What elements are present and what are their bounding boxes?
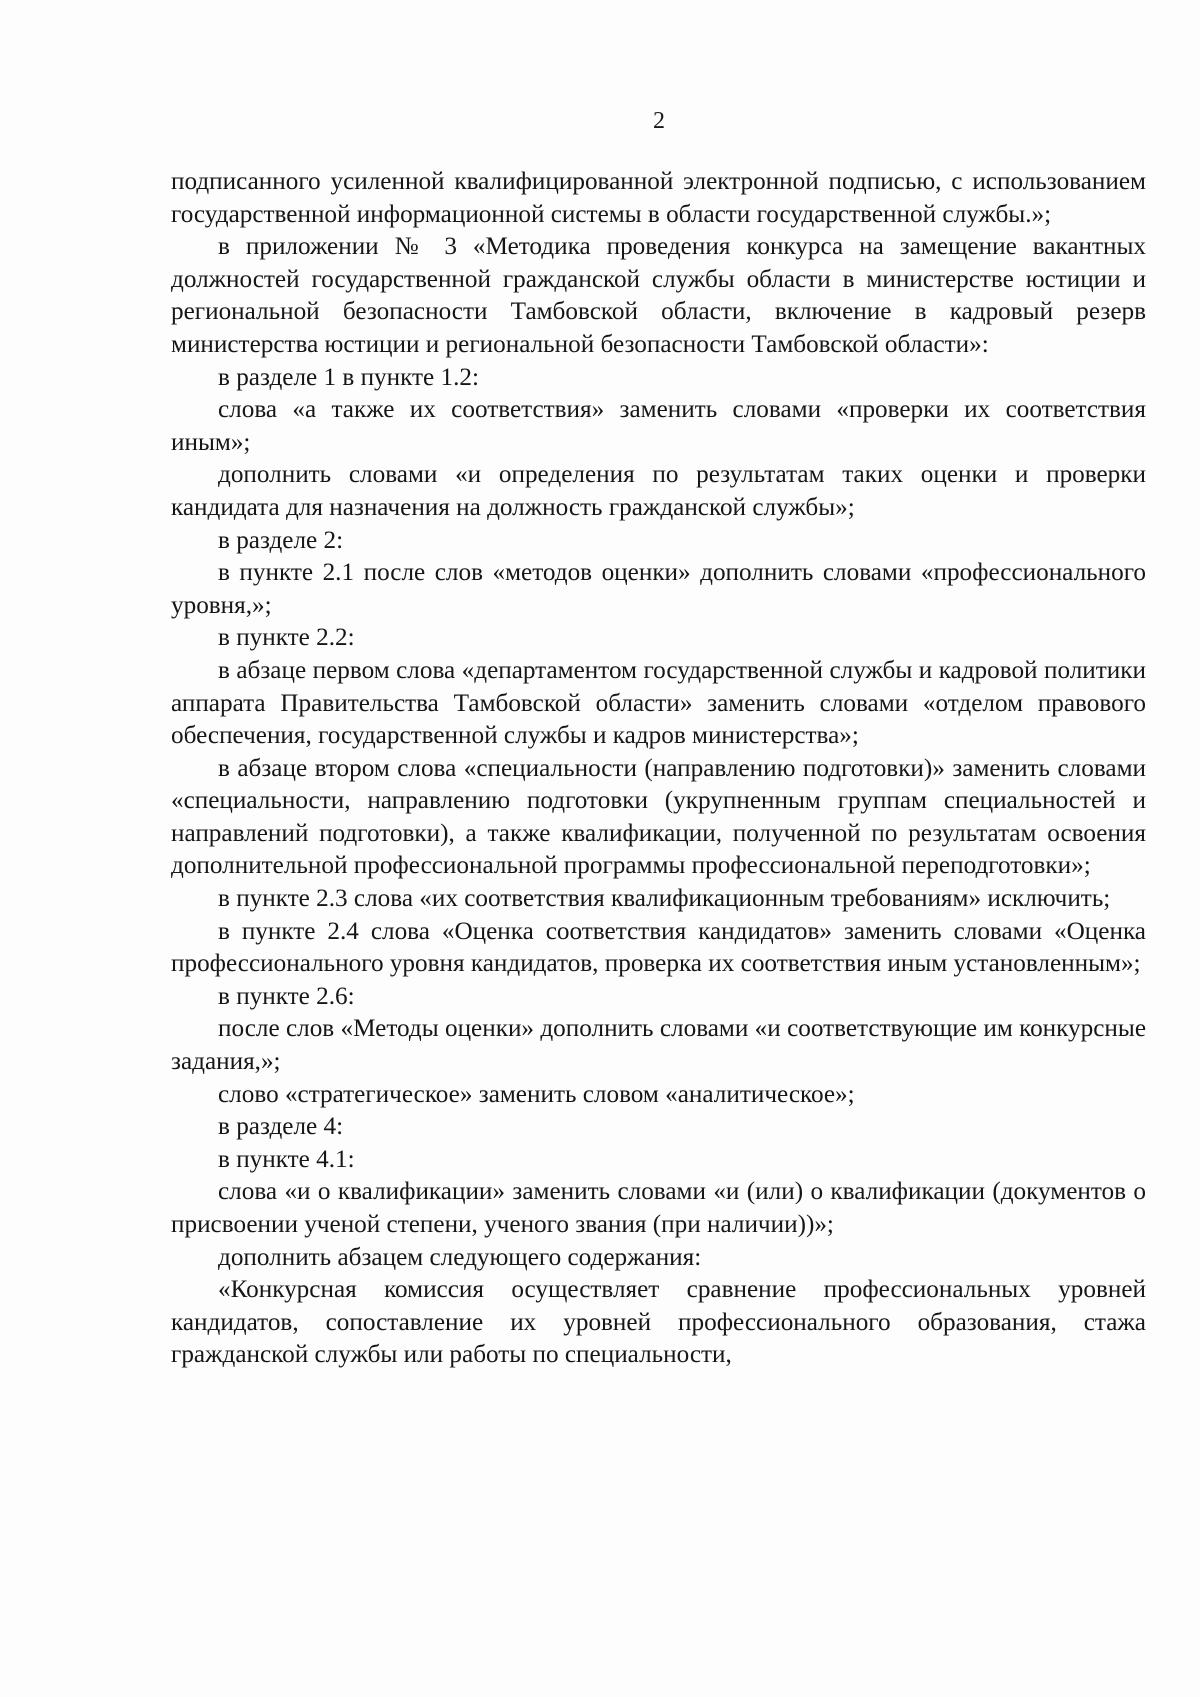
paragraph: в абзаце первом слова «департаментом государственной службы и кадровой политики аппарата Правительства Тамбовской области» заменить словами «отделом правового обеспечения, государственной службы и кадров министерства»;	[171, 656, 1146, 750]
paragraph: после слов «Методы оценки» дополнить словами «и соответствующие им конкурсные задания,»;	[171, 1015, 1146, 1076]
paragraph: в пункте 2.6:	[218, 982, 355, 1010]
paragraph: «Конкурсная комиссия осуществляет сравнение профессиональных уровней кандидатов, сопоставление их уровней профессионального образования, стажа гражданской службы или работы по специальности,	[171, 1276, 1146, 1369]
paragraph: в разделе 4:	[218, 1113, 344, 1141]
paragraph: в пункте 4.1:	[218, 1145, 355, 1173]
paragraph: в пункте 2.2:	[218, 624, 355, 652]
paragraph: слово «стратегическое» заменить словом «аналитическое»;	[218, 1080, 855, 1108]
paragraph: в пункте 2.3 слова «их соответствия квалификационным требованиям» исключить;	[218, 885, 1111, 913]
paragraph: слова «а также их соответствия» заменить словами «проверки их соответствия иным»;	[171, 396, 1146, 456]
paragraph: в абзаце втором слова «специальности (направлению подготовки)» заменить словами «специальности, направлению подготовки (укрупненным группам специальностей и направлений подготовки), а также квалификации, полученной по результатам освоения дополнительной профессиональной программы профессиональной переподготовки»;	[171, 754, 1146, 880]
paragraph: в приложении № 3 «Методика проведения конкурса на замещение вакантных должностей государственной гражданской службы области в министерстве юстиции и региональной безопасности Тамбовской области, включение в кадровый резерв министерства юстиции и региональной безопасности Тамбовской области»:	[171, 233, 1146, 358]
paragraph: в разделе 1 в пункте 1.2:	[218, 363, 480, 391]
document-body	[171, 166, 1146, 1372]
paragraph: дополнить словами «и определения по результатам таких оценки и проверки кандидата для назначения на должность гражданской службы»;	[171, 461, 1146, 521]
paragraph: в разделе 2:	[218, 526, 344, 554]
page-number: 2	[653, 108, 665, 134]
paragraph: дополнить абзацем следующего содержания:	[218, 1243, 702, 1271]
paragraph: в пункте 2.4 слова «Оценка соответствия кандидатов» заменить словами «Оценка профессионального уровня кандидатов, проверка их соответствия иным установленным»;	[171, 917, 1146, 978]
paragraph: слова «и о квалификации» заменить словами «и (или) о квалификации (документов о присвоении ученой степени, ученого звания (при наличии))»;	[171, 1178, 1146, 1238]
paragraph: подписанного усиленной квалифицированной электронной подписью, с использованием государственной информационной системы в области государственной службы.»;	[171, 168, 1146, 228]
paragraph: в пункте 2.1 после слов «методов оценки» дополнить словами «профессионального уровня,»;	[171, 559, 1146, 619]
